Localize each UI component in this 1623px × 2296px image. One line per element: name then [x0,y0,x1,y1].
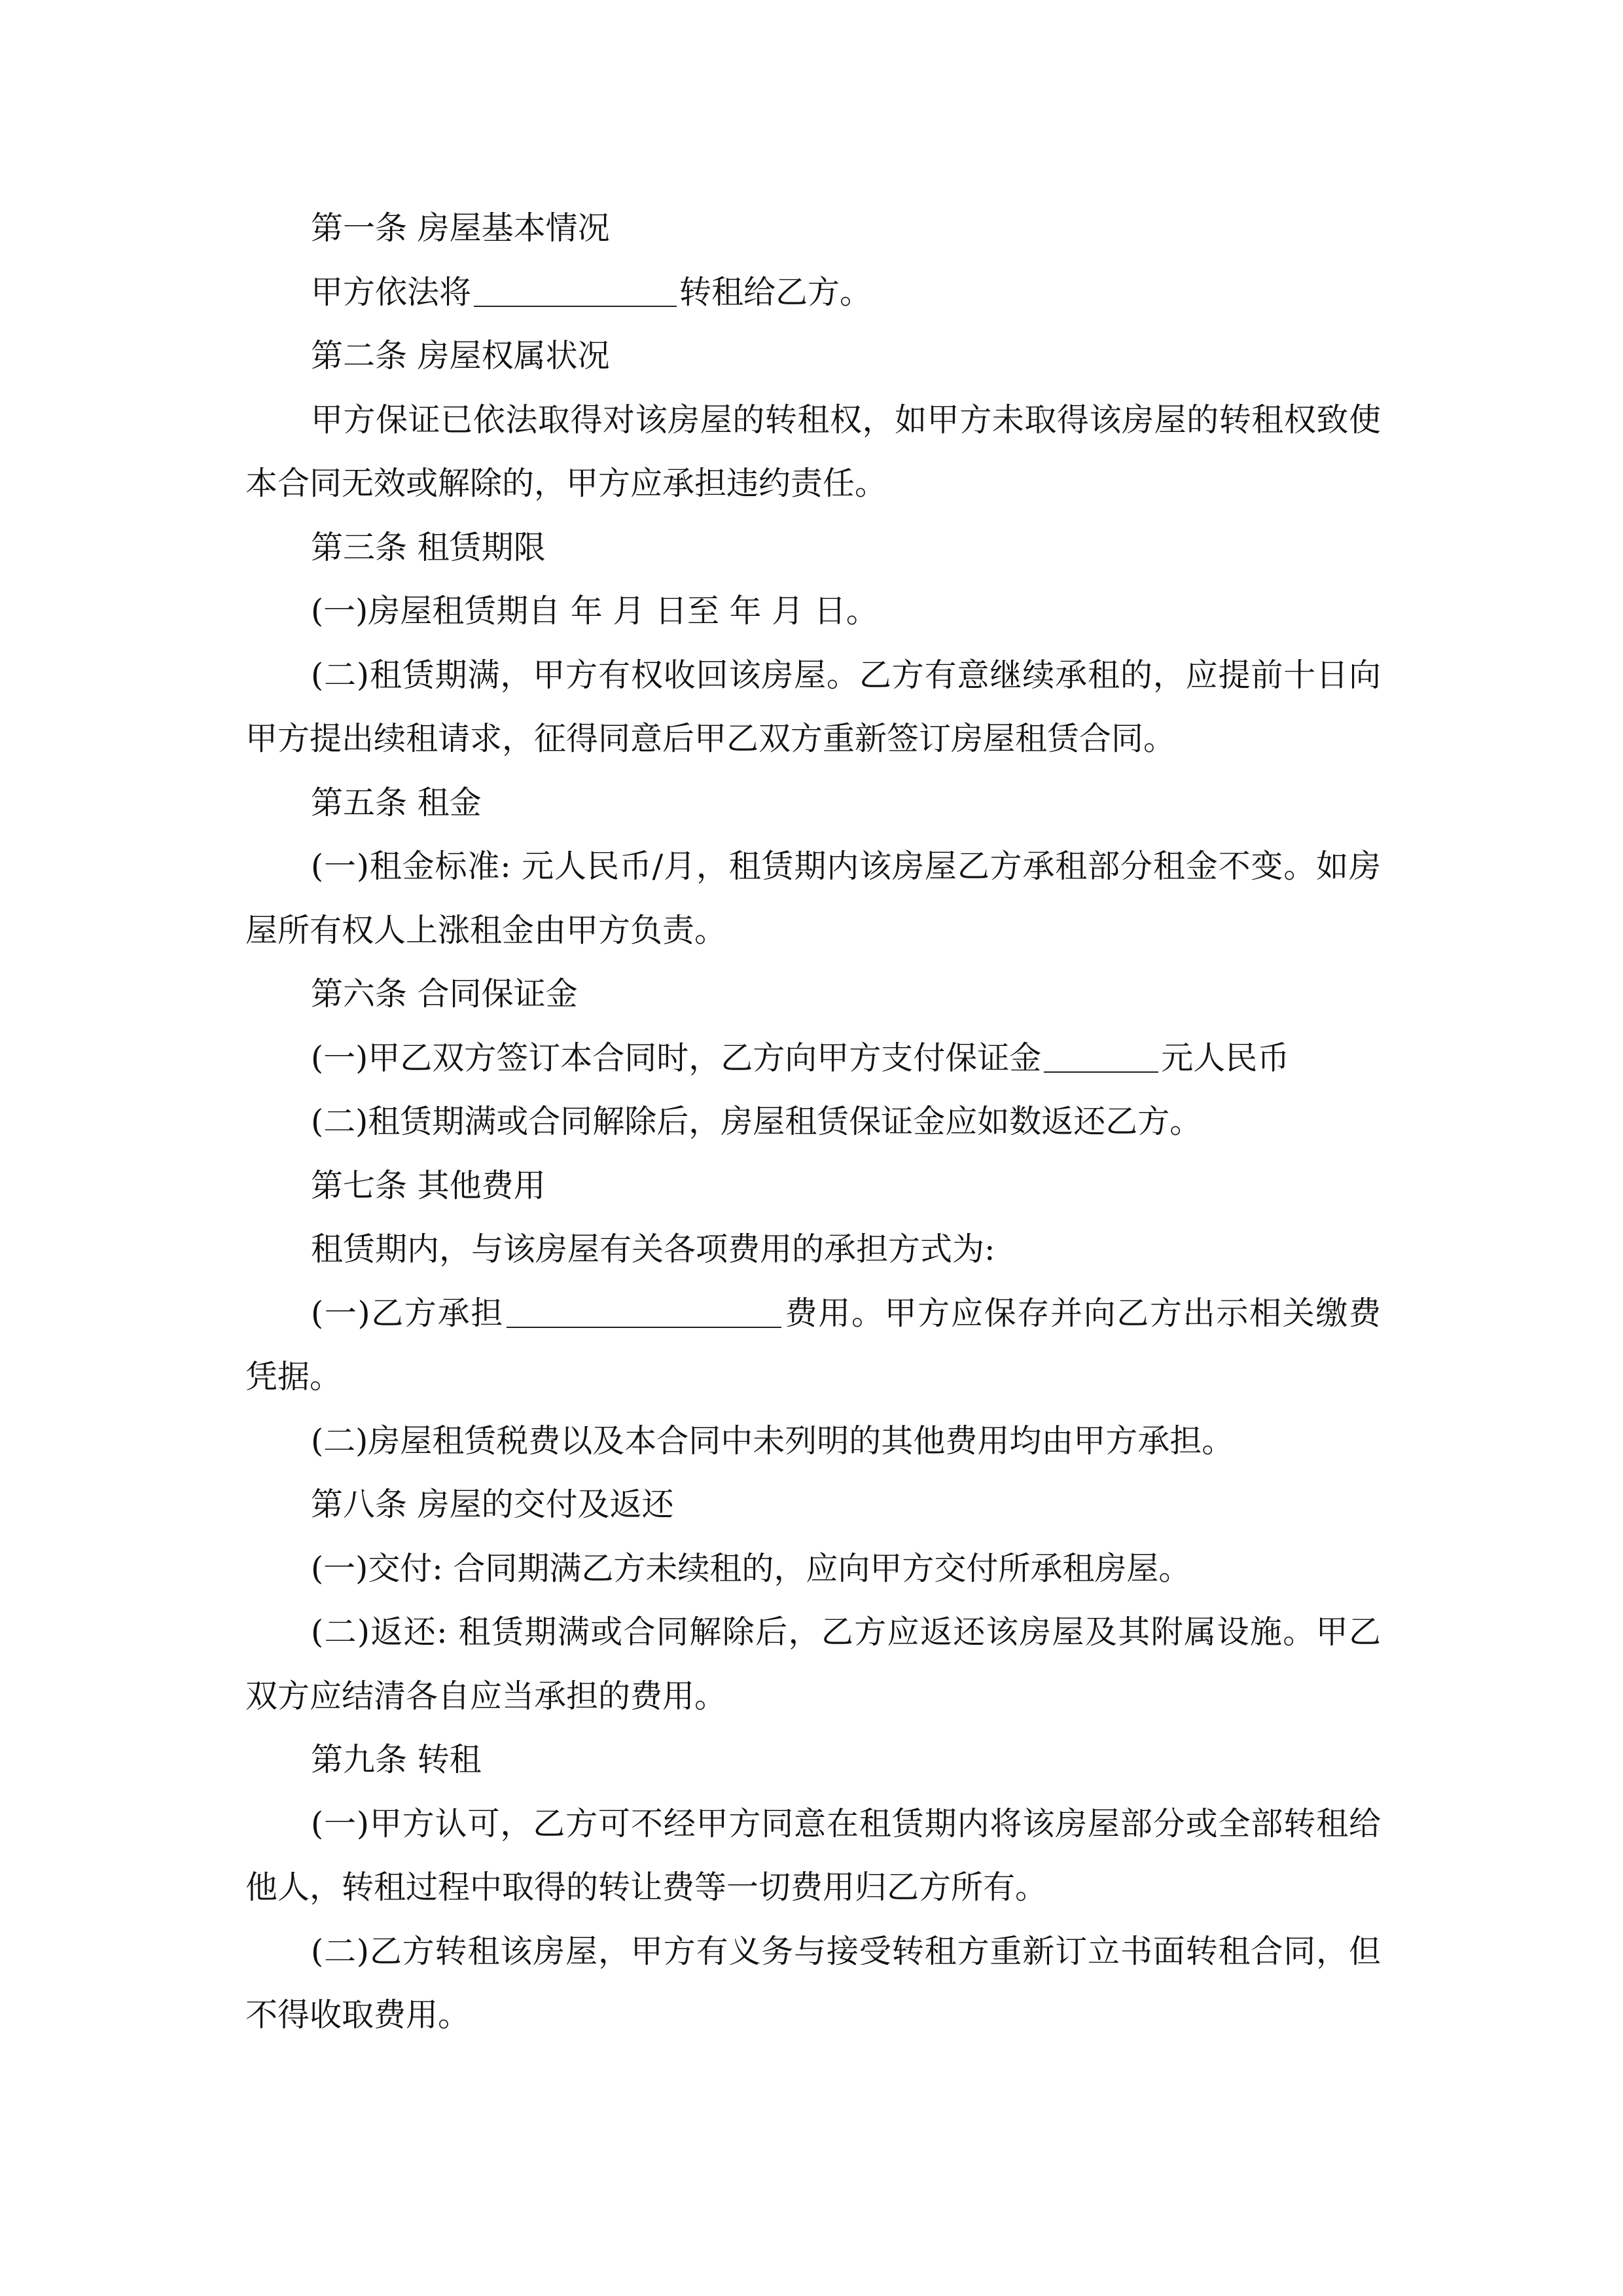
article-1-text-before-blank: 甲方依法将 [311,273,472,311]
article-6-title: 第六条 合同保证金 [311,975,578,1013]
article-7-clause-1 [245,1282,1381,1409]
article-7-title: 第七条 其他费用 [311,1166,546,1204]
article-6-text-after-blank: 元人民币 [1161,1039,1290,1077]
article-8-clause-1: (一)交付: 合同期满乙方未续租的，应向甲方交付所承租房屋。 [311,1549,1191,1587]
article-3-title: 第三条 租赁期限 [311,528,546,566]
article-8-clause-2: (二)返还: 租赁期满或合同解除后，乙方应返还该房屋及其附属设施。甲乙双方应结清各自应当承担的费用。 [245,1613,1381,1715]
article-5-clause-1: (一)租金标准: 元人民币/月，租赁期内该房屋乙方承租部分租金不变。如房屋所有权人上涨租金由甲方负责。 [245,848,1381,949]
article-7-intro: 租赁期内，与该房屋有关各项费用的承担方式为: [311,1230,995,1268]
article-9-clause-2: (二)乙方转租该房屋，甲方有义务与接受转租方重新订立书面转租合同，但不得收取费用。 [245,1932,1381,2034]
article-5-title: 第五条 租金 [311,783,482,821]
article-9-title: 第九条 转租 [311,1741,482,1778]
article-9-clause-1: (一)甲方认可，乙方可不经甲方同意在租赁期内将该房屋部分或全部转租给他人，转租过程中取得的转让费等一切费用归乙方所有。 [245,1804,1381,1906]
article-1-title: 第一条 房屋基本情况 [311,209,610,247]
article-1-text-after-blank: 转租给乙方。 [679,273,872,311]
contract-body [245,196,1381,2047]
article-6-text-before-blank: (一)甲乙双方签订本合同时，乙方向甲方支付保证金 [311,1039,1042,1077]
article-8-title: 第八条 房屋的交付及返还 [311,1486,674,1523]
tenant-fees-blank [507,1295,781,1328]
article-1-paragraph [245,260,1381,325]
property-address-blank [474,274,677,307]
article-3-clause-2: (二)租赁期满，甲方有权收回该房屋。乙方有意继续承租的，应提前十日向甲方提出续租请求，征得同意后甲乙双方重新签订房屋租赁合同。 [245,656,1381,757]
article-7-text-before-blank: (一)乙方承担 [311,1294,504,1332]
deposit-amount-blank [1044,1039,1158,1073]
article-6-clause-1 [245,1026,1381,1090]
article-2-title: 第二条 房屋权属状况 [311,337,610,374]
article-7-clause-2: (二)房屋租赁税费以及本合同中未列明的其他费用均由甲方承担。 [311,1422,1234,1460]
article-3-clause-1: (一)房屋租赁期自 年 月 日至 年 月 日。 [311,592,878,630]
article-2-paragraph: 甲方保证已依法取得对该房屋的转租权，如甲方未取得该房屋的转租权致使本合同无效或解除的，甲方应承担违约责任。 [245,401,1381,502]
article-6-clause-2: (二)租赁期满或合同解除后，房屋租赁保证金应如数返还乙方。 [311,1103,1202,1140]
article-7-text-after-blank: 费用。甲方应保存并向乙方出示相关缴费凭据。 [245,1294,1381,1395]
